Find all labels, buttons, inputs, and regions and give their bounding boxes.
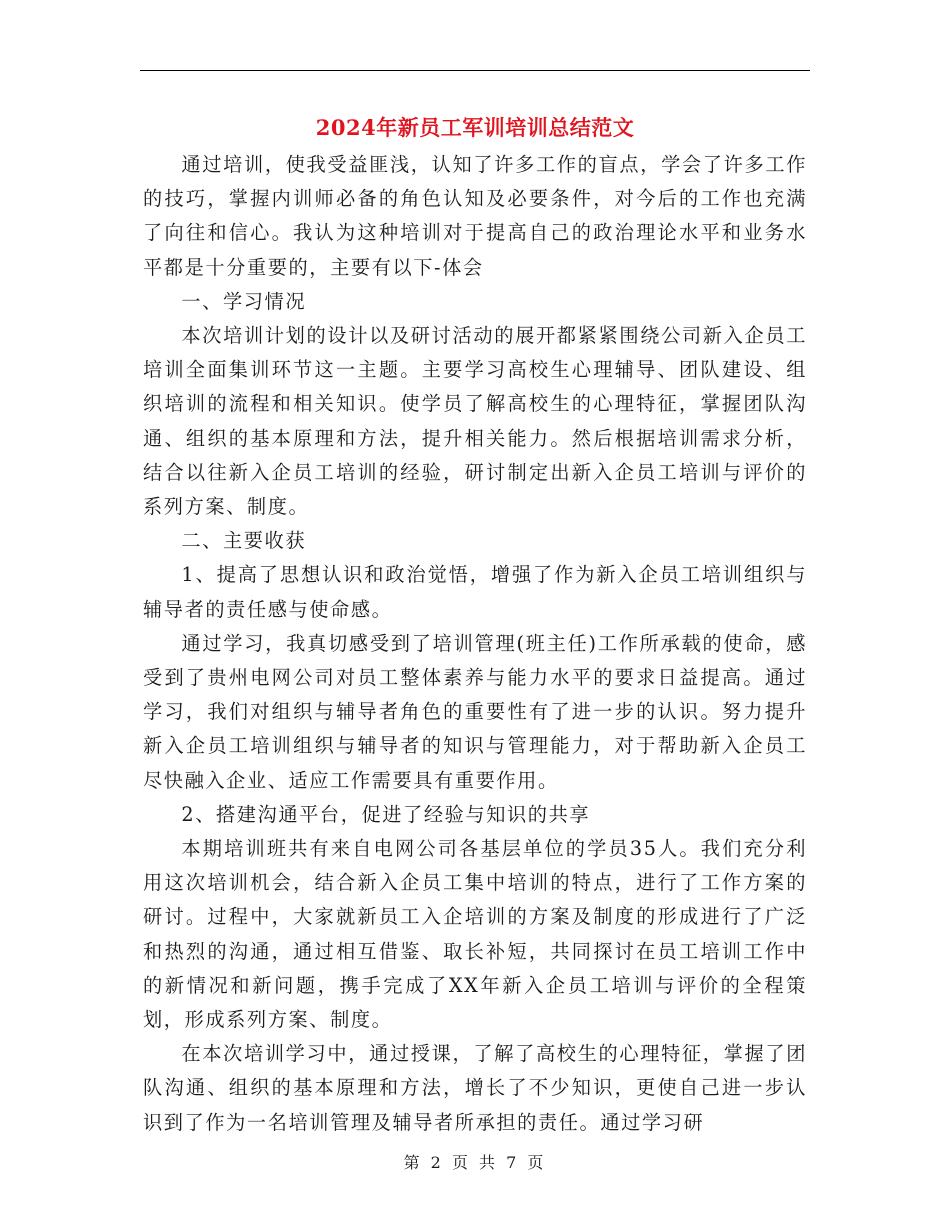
paragraph-study: 本次培训计划的设计以及研讨活动的展开都紧紧围绕公司新入企员工培训全面集训环节这一主题。主要学习高校生心理辅导、团队建设、组织培训的流程和相关知识。使学员了解高校生的心理特征，掌握团队沟通、组织的基本原理和方法，提升相关能力。然后根据培训需求分析，结合以往新入企员工培训的经验，研讨制定出新入企员工培训与评价的系列方案、制度。 bbox=[143, 324, 807, 519]
paragraph-intro: 通过培训，使我受益匪浅，认知了许多工作的盲点，学会了许多工作的技巧，掌握内训师必备的角色认知及必要条件，对今后的工作也充满了向往和信心。我认为这种培训对于提高自己的政治理论水平和业务水平都是十分重要的，主要有以下-体会 bbox=[143, 153, 807, 279]
paragraph-gain-1-detail: 通过学习，我真切感受到了培训管理(班主任)工作所承载的使命，感受到了贵州电网公司对员工整体素养与能力水平的要求日益提高。通过学习，我们对组织与辅导者角色的重要性有了进一步的认识。努力提升新入企员工培训组织与辅导者的知识与管理能力，对于帮助新入企员工尽快融入企业、适应工作需要具有重要作用。 bbox=[143, 631, 807, 792]
paragraph-gain-2-detail: 本期培训班共有来自电网公司各基层单位的学员35人。我们充分利用这次培训机会，结合新入企员工集中培训的特点，进行了工作方案的研讨。过程中，大家就新员工入企培训的方案及制度的形成进行了广泛和热烈的沟通，通过相互借鉴、取长补短，共同探讨在员工培训工作中的新情况和新问题，携手完成了XX年新入企员工培训与评价的全程策划，形成系列方案、制度。 bbox=[143, 837, 807, 1032]
paragraph-gain-1: 1、提高了思想认识和政治觉悟，增强了作为新入企员工培训组织与辅导者的责任感与使命感。 bbox=[143, 563, 807, 621]
header-rule bbox=[140, 70, 810, 71]
section-heading-study: 一、学习情况 bbox=[181, 289, 307, 313]
paragraph-gain-2: 2、搭建沟通平台，促进了经验与知识的共享 bbox=[181, 802, 591, 826]
document-title: 2024年新员工军训培训总结范文 bbox=[315, 115, 635, 140]
section-heading-gains: 二、主要收获 bbox=[181, 529, 307, 553]
paragraph-closing: 在本次培训学习中，通过授课，了解了高校生的心理特征，掌握了团队沟通、组织的基本原理和方法，增长了不少知识，更使自己进一步认识到了作为一名培训管理及辅导者所承担的责任。通过学习研 bbox=[143, 1042, 807, 1134]
page-footer bbox=[140, 1151, 810, 1175]
page-number: 第 2 页 共 7 页 bbox=[403, 1153, 547, 1172]
document-body bbox=[143, 148, 807, 1140]
